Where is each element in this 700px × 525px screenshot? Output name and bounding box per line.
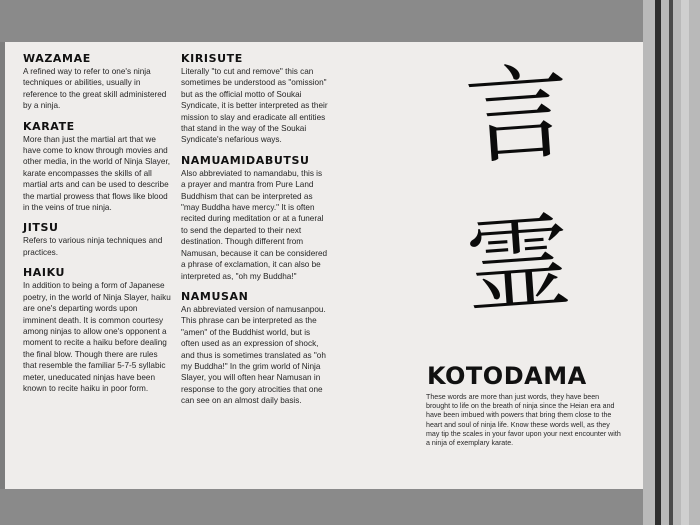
term-heading: KIRISUTE (181, 52, 243, 65)
term-definition: A refined way to refer to one's ninja techniques or abilities, usually in reference to the great skill administered by a ninja. (23, 67, 167, 111)
term-definition: More than just the martial art that we have come to know through movies and other media, in the world of Ninja Slayer, karate encompasses the skills of all martial arts and can be used to describe the martial prowess that flows like blood in the veins of true ninja. (23, 134, 170, 213)
kotodama-title: KOTODAMA (427, 362, 587, 390)
term-definition: Literally "to cut and remove" this can sometimes be understood as "omission" but as the official motto of Soukai Syndicate, it is better interpreted as their mission to slay and eradicate all entities that stand in the way of the Soukai Syndicate's nefarious ways. (181, 67, 328, 145)
footer-pattern-band (0, 489, 650, 525)
term-heading: NAMUSAN (181, 289, 249, 303)
term-definition: An abbreviated version of namusanpou. This phrase can be interpreted as the "amen" of the Buddhist world, but is often used as an expression of shock, and thus is sometimes translated as "oh my Buddha!" In the grim world of Ninja Slayer, you will often hear Namusan in response to the gory atrocities that one can see on an almost daily basis. (181, 304, 326, 406)
page-edge-decoration (643, 0, 700, 525)
calligraphy-kanji (458, 40, 578, 340)
glossary-entry (23, 52, 171, 112)
term-heading: KARATE (23, 119, 75, 133)
term-definition: In addition to being a form of Japanese poetry, in the world of Ninja Slayer, haiku are one's departing words upon imminent death. It is common courtesy among ninjas to allow one's opponent a moment to recite a haiku before dealing the final blow. Though there are rules that resemble the familiar 5-7-5 syllabic meter, uneducated ninjas have been known to recite haiku in poor form. (23, 281, 171, 393)
header-pattern-band (0, 0, 650, 42)
glossary-entry (181, 154, 328, 282)
glossary-entry (181, 52, 328, 146)
term-heading: WAZAMAE (23, 52, 91, 65)
glossary-entry (23, 266, 171, 394)
glossary-column-left (23, 52, 171, 402)
term-definition: Refers to various ninja techniques and practices. (23, 236, 163, 257)
kanji-dama: 霊 (461, 200, 575, 330)
term-definition: Also abbreviated to namandabu, this is a prayer and mantra from Pure Land Buddhism that can be interpreted as "may Buddha have mercy." It is often recited during meditation or at a funeral to send the departed to their next destination. Though different from Namusan, because it can be considered a phrase of exclamation, it can also be interpreted as, "oh my Buddha!" (181, 168, 328, 281)
glossary-column-right (181, 52, 328, 415)
term-heading: NAMUAMIDABUTSU (181, 153, 310, 167)
glossary-entry (23, 120, 171, 214)
term-heading: HAIKU (23, 266, 66, 280)
term-heading: JITSU (23, 221, 59, 235)
kotodama-text: These words are more than just words, they have been brought to life on the breath of ninja since the Heian era and have been imbued with powers that bring them close to the heart and soul of ninja life. Know these words well, as they may tip the scales in your favor upon your next encounter with a ninja of exemplary karate. (426, 393, 621, 448)
glossary-entry (23, 221, 171, 258)
kanji-koto: 言 (461, 50, 575, 180)
glossary-entry (181, 290, 328, 407)
